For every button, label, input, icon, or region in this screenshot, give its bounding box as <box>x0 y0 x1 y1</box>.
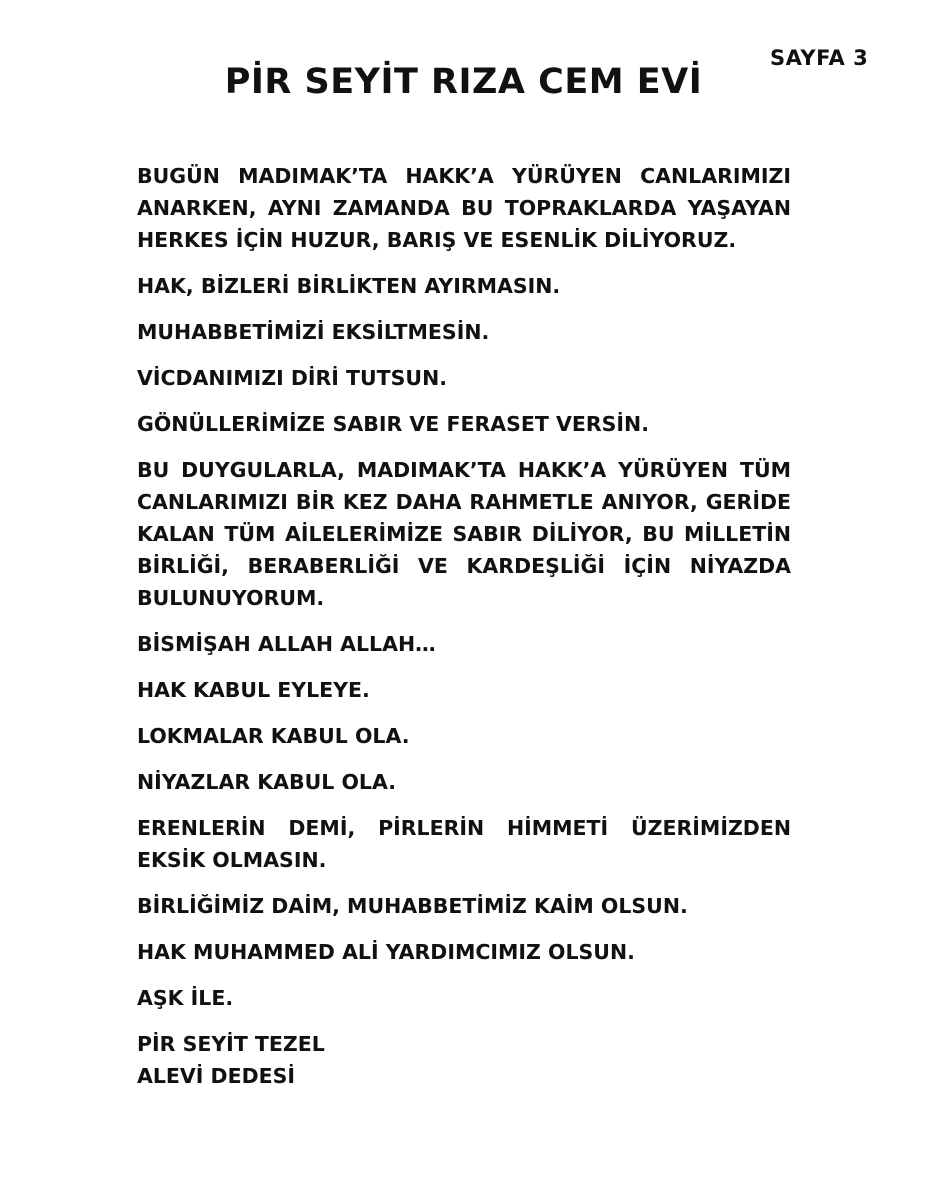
page-number: SAYFA 3 <box>770 46 869 70</box>
paragraph-hak-muhammed-ali: HAK MUHAMMED ALİ YARDIMCIMIZ OLSUN. <box>137 940 635 964</box>
message-body <box>137 160 791 1092</box>
paragraph-patience-prayer: GÖNÜLLERİMİZE SABIR VE FERASET VERSİN. <box>137 412 649 436</box>
paragraph-erenler: ERENLERİN DEMİ, PİRLERİN HİMMETİ ÜZERİMİZDEN EKSİK OLMASIN. <box>137 816 791 872</box>
page-title: PİR SEYİT RIZA CEM EVİ <box>224 62 703 102</box>
paragraph-remembrance: BUGÜN MADIMAK’TA HAKK’A YÜRÜYEN CANLARIMIZI ANARKEN, AYNI ZAMANDA BU TOPRAKLARDA YAŞAYAN HERKES İÇİN HUZUR, BARIŞ VE ESENLİK DİLİYORUZ. <box>137 164 791 252</box>
paragraph-bismisah: BİSMİŞAH ALLAH ALLAH… <box>137 632 436 656</box>
paragraph-birligimiz: BİRLİĞİMİZ DAİM, MUHABBETİMİZ KAİM OLSUN. <box>137 894 688 918</box>
signature-name: PİR SEYİT TEZEL <box>137 1032 325 1056</box>
paragraph-niyazlar: NİYAZLAR KABUL OLA. <box>137 770 396 794</box>
paragraph-hak-kabul: HAK KABUL EYLEYE. <box>137 678 370 702</box>
paragraph-conscience-prayer: VİCDANIMIZI DİRİ TUTSUN. <box>137 366 448 390</box>
paragraph-ask-ile: AŞK İLE. <box>137 986 234 1010</box>
paragraph-affection-prayer: MUHABBETİMİZİ EKSİLTMESİN. <box>137 320 490 344</box>
signature-role: ALEVİ DEDESİ <box>137 1064 295 1088</box>
paragraph-condolence: BU DUYGULARLA, MADIMAK’TA HAKK’A YÜRÜYEN TÜM CANLARIMIZI BİR KEZ DAHA RAHMETLE ANIYOR, GERİDE KALAN TÜM AİLELERİMİZE SABIR DİLİYOR, BU MİLLETİN BİRLİĞİ, BERABERLİĞİ VE KARDEŞLİĞİ İÇİN NİYAZDA BULUNUYORUM. <box>137 458 791 610</box>
paragraph-lokmalar: LOKMALAR KABUL OLA. <box>137 724 410 748</box>
paragraph-unity-prayer: HAK, BİZLERİ BİRLİKTEN AYIRMASIN. <box>137 274 561 298</box>
signature-block <box>137 1028 791 1092</box>
